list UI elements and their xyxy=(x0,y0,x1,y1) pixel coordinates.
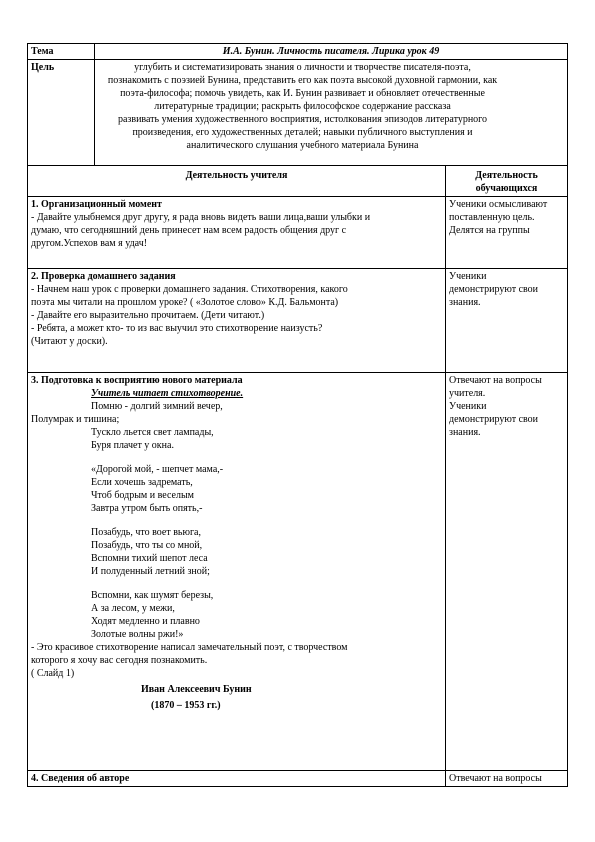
cel-line: аналитического слушания учебного материала Бунина xyxy=(186,140,419,151)
section-2-line: - Начнем наш урок с проверки домашнего задания. Стихотворения, какого xyxy=(31,284,348,295)
poem-line: Ходят медленно и плавно xyxy=(91,616,200,627)
section-2-line: (Читают у доски). xyxy=(31,336,108,347)
section-1-student-line: Делятся на группы xyxy=(449,225,530,236)
poem-line: Золотые волны ржи!» xyxy=(91,629,184,640)
poem-line: Буря плачет у окна. xyxy=(91,440,174,451)
section-1-line: другом.Успехов вам я удач! xyxy=(31,238,148,249)
teacher-reads-note: Учитель читает стихотворение. xyxy=(91,388,244,399)
section-3-student-line: демонстрируют свои xyxy=(449,414,539,425)
tema-label: Тема xyxy=(28,44,95,60)
section-3-student-line: Отвечают на вопросы xyxy=(449,375,542,386)
poem-line: А за лесом, у межи, xyxy=(91,603,175,614)
section-1-students xyxy=(446,197,568,269)
section-2-student-line: Ученики xyxy=(449,271,487,282)
poem-line: Вспомни, как шумят березы, xyxy=(91,590,214,601)
cel-line: поэта-философа; помочь увидеть, как И. Бунин развивает и обновляет отечественные xyxy=(120,88,485,99)
section-1-line: думаю, что сегодняшний день принесет нам всем радость общения друг с xyxy=(31,225,347,236)
section-1-title: 1. Организационный момент xyxy=(31,199,162,210)
section-4-teacher xyxy=(28,771,446,787)
section-1-student-line: поставленную цель. xyxy=(449,212,535,223)
cel-line: развивать умения художественного восприятия, истолкования эпизодов литературного xyxy=(117,114,488,125)
section-3-students xyxy=(446,373,568,771)
author-years: (1870 – 1953 гг.) xyxy=(151,700,221,711)
cel-row xyxy=(28,60,568,166)
poem-line: «Дорогой мой, - шепчет мама,- xyxy=(91,464,224,475)
poem-line: Полумрак и тишина; xyxy=(31,414,120,425)
tema-value: И.А. Бунин. Личность писателя. Лирика урок 49 xyxy=(95,44,568,60)
poem xyxy=(31,400,442,641)
columns-header-row xyxy=(28,166,568,197)
poem-line: Завтра утром быть опять,- xyxy=(91,503,203,514)
section-3-title: 3. Подготовка к восприятию нового материала xyxy=(31,375,243,386)
cel-line: литературные традиции; раскрыть философское содержание рассказа xyxy=(154,101,451,112)
section-3-line: - Это красивое стихотворение написал замечательный поэт, с творчеством xyxy=(31,642,348,653)
cel-text xyxy=(95,60,568,166)
section-3-teacher xyxy=(28,373,446,771)
poem-line: Чтоб бодрым и веселым xyxy=(91,490,194,501)
section-4-title: 4. Сведения об авторе xyxy=(31,773,130,784)
section-3-student-line: Ученики xyxy=(449,401,487,412)
cel-line: произведения, его художественных деталей; навыки публичного выступления и xyxy=(132,127,473,138)
section-4-students xyxy=(446,771,568,787)
section-2-line: поэта мы читали на прошлом уроке? ( «Золотое слово» К.Д. Бальмонта) xyxy=(31,297,339,308)
section-2-line: - Давайте его выразительно прочитаем. (Дети читают.) xyxy=(31,310,265,321)
teacher-column-header: Деятельность учителя xyxy=(28,166,446,197)
cel-line: познакомить с поэзией Бунина, представить его как поэта высокой духовной гармонии, как xyxy=(107,75,498,86)
section-2-row xyxy=(28,269,568,373)
section-2-student-line: знания. xyxy=(449,297,481,308)
poem-line: И полуденный летний зной; xyxy=(91,566,210,577)
section-3-line: которого я хочу вас сегодня познакомить. xyxy=(31,655,208,666)
section-3-student-line: учителя. xyxy=(449,388,486,399)
section-4-row xyxy=(28,771,568,787)
poem-line: Позабудь, что ты со мной, xyxy=(91,540,203,551)
poem-line: Если хочешь задремать, xyxy=(91,477,193,488)
section-2-student-line: демонстрируют свои xyxy=(449,284,539,295)
poem-line: Тускло льется свет лампады, xyxy=(91,427,214,438)
section-2-line: - Ребята, а может кто- то из вас выучил это стихотворение наизусть? xyxy=(31,323,323,334)
section-3-row xyxy=(28,373,568,771)
section-1-row xyxy=(28,197,568,269)
author-name: Иван Алексеевич Бунин xyxy=(141,684,252,695)
section-2-students xyxy=(446,269,568,373)
lesson-plan-table xyxy=(27,43,568,787)
section-1-student-line: Ученики осмысливают xyxy=(449,199,548,210)
section-1-line: - Давайте улыбнемся друг другу, я рада вновь видеть ваши лица,ваши улыбки и xyxy=(31,212,371,223)
poem-line: Помню - долгий зимний вечер, xyxy=(91,401,223,412)
poem-line: Вспомни тихий шепот леса xyxy=(91,553,208,564)
cel-line: углубить и систематизировать знания о личности и творчестве писателя-поэта, xyxy=(134,62,471,73)
tema-row xyxy=(28,44,568,60)
section-2-teacher xyxy=(28,269,446,373)
slide-reference: ( Слайд 1) xyxy=(31,668,75,679)
section-4-student-line: Отвечают на вопросы xyxy=(449,773,542,784)
cel-label: Цель xyxy=(28,60,95,166)
section-1-teacher xyxy=(28,197,446,269)
students-column-header: Деятельность обучающихся xyxy=(446,166,568,197)
section-2-title: 2. Проверка домашнего задания xyxy=(31,271,176,282)
section-3-student-line: знания. xyxy=(449,427,481,438)
poem-line: Позабудь, что воет вьюга, xyxy=(91,527,201,538)
lesson-plan-page xyxy=(27,43,567,787)
